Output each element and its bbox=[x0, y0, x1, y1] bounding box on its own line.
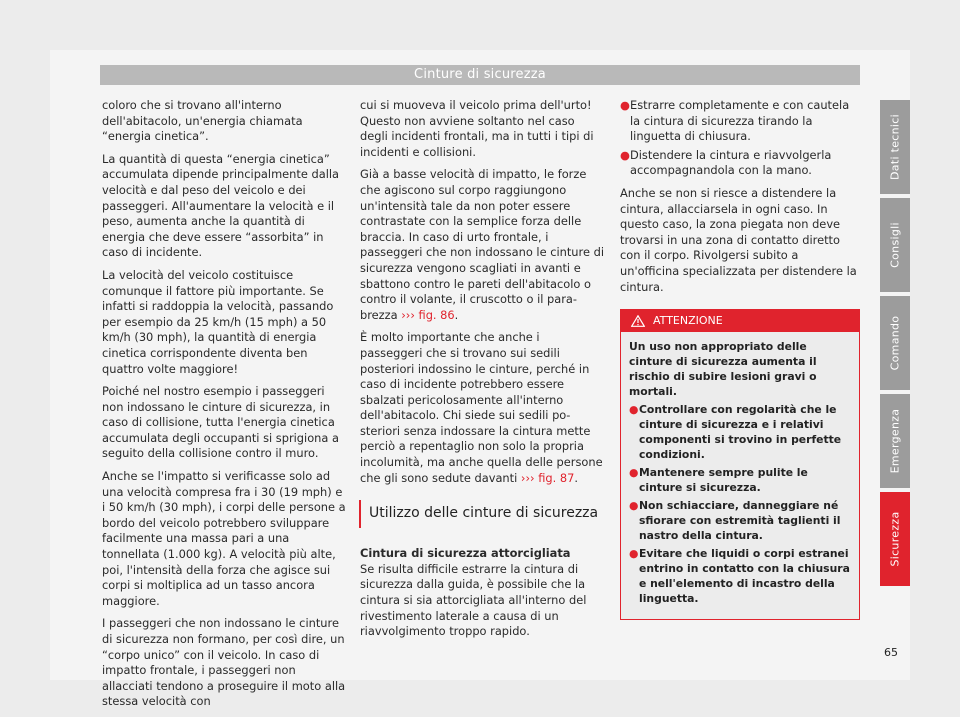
paragraph: La velocità del veicolo costituisce comunque il fattore più importante. Se infatti si raddoppia la velocità, passando per esempio da 25 km/h (15 mph) a 50 km/h (30 mph), la quantità di energia cinetica corrispondente diventa ben quattro volte maggiore! bbox=[102, 267, 334, 376]
warning-title: ATTENZIONE bbox=[653, 314, 723, 328]
page-number: 65 bbox=[884, 646, 898, 659]
paragraph: cui si muoveva il veicolo prima dell'urto! Questo non avviene soltanto nel caso degli incidenti frontali, ma in tutti i tipi di incidenti e collisioni. bbox=[360, 98, 594, 159]
column-1 bbox=[102, 98, 346, 717]
paragraph: Anche se l'impatto si verificasse solo ad una velocità compresa fra i 30 (19 mph) e i 50 km/h (30 mph), i corpi delle persone a bordo del veicolo potrebbero sviluppare facilmente una massa pari a una tonnellata (1.000 kg). A velocità più alte, poi, l'intensità della forza che agisce sui corpi si moltiplica ad un tasso ancora maggiore. bbox=[102, 469, 346, 608]
warning-box bbox=[620, 309, 860, 620]
warning-item bbox=[629, 498, 851, 543]
tab-label: Sicurezza bbox=[888, 511, 902, 567]
tab-consigli[interactable] bbox=[880, 198, 910, 292]
page-header: Cinture di sicurezza bbox=[100, 65, 860, 85]
paragraph-text: È molto importante che anche i passeggeri che si trovano sui sedili posteriori indossino le cinture, perché in caso di incidente potrebbero essere sbalzati pericolosamente all'interno dell'abitacolo. Chi siede sui sedili posteriori senza indossare la cintura mette perciò a repentaglio non solo la propria incolumità, ma anche quella delle persone che gli sono sedute davanti bbox=[360, 330, 603, 485]
paragraph: Se risulta difficile estrarre la cintura di sicurezza dalla guida, è possibile che la cintura si sia attorcigliata all'interno del rivestimento laterale a causa di un riavvolgimento troppo rapido. bbox=[360, 561, 587, 639]
bullet-item bbox=[620, 148, 860, 179]
warning-item-text: Non schiacciare, danneggiare né sfiorare con estremità taglienti il nastro della cintura. bbox=[639, 499, 841, 543]
bullet-icon: ● bbox=[629, 403, 639, 417]
column-3 bbox=[620, 98, 860, 620]
tab-sicurezza[interactable] bbox=[880, 492, 910, 586]
warning-triangle-icon bbox=[631, 315, 645, 327]
tab-label: Comando bbox=[888, 315, 902, 371]
tab-label: Emergenza bbox=[888, 408, 902, 474]
figure-link[interactable]: ››› fig. 86 bbox=[401, 307, 455, 322]
bullet-icon: ● bbox=[629, 466, 639, 480]
paragraph-text: Già a basse velocità di impatto, le forze che agiscono sul corpo raggiungono un'intensità tale da non poter essere contrastate con la semplice forza delle braccia. In caso di urto frontale, i passeggeri che non indossano le cinture di sicurezza vengono scagliati in avanti e sbattono contro le pareti dell'abitacolo o contro il volante, il cruscotto o il parabrezza bbox=[360, 167, 604, 322]
paragraph: Anche se non si riesce a distendere la cintura, allacciarsela in ogni caso. In questo caso, la zona piegata non deve trovarsi in una zona di contatto diretto con il corpo. Rivolgersi subito a un'officina specializzata per distendere la cintura. bbox=[620, 185, 857, 294]
warning-intro: Un uso non appropriato delle cinture di sicurezza aumenta il rischio di subire lesioni gravi o mortali. bbox=[629, 340, 817, 399]
paragraph: Già a basse velocità di impatto, le forze che agiscono sul corpo raggiungono un'intensità tale da non poter essere contrastate con la semplice forza delle braccia. In caso di urto frontale, i passeggeri che non indossano le cinture di sicurezza vengono scagliati in avanti e sbattono contro le pareti dell'abitacolo o contro il volante, il cruscotto o il parabrezza ››› fig. 86. bbox=[360, 167, 604, 322]
tab-label: Dati tecnici bbox=[888, 114, 902, 180]
bullet-icon: ● bbox=[620, 98, 630, 112]
figure-link[interactable]: ››› fig. 87 bbox=[520, 470, 575, 485]
warning-item bbox=[629, 402, 851, 462]
bullet-icon: ● bbox=[629, 547, 639, 561]
warning-body bbox=[621, 332, 859, 619]
warning-item bbox=[629, 465, 851, 495]
subheading: Cintura di sicurezza attorcigliata bbox=[360, 546, 571, 561]
paragraph: È molto importante che anche i passeggeri che si trovano sui sedili posteriori indossino le cinture, perché in caso di incidente potrebbero essere sbalzati pericolosamente all'interno dell'abitacolo. Chi siede sui sedili posteriori senza indossare la cintura mette perciò a repentaglio non solo la propria incolumità, ma anche quella delle persone che gli sono sedute davanti ››› fig. 87. bbox=[360, 330, 603, 485]
warning-item bbox=[629, 546, 851, 606]
warning-item-text: Controllare con regolarità che le cinture di sicurezza e i relativi componenti si trovino in perfette condizioni. bbox=[639, 403, 842, 462]
tab-emergenza[interactable] bbox=[880, 394, 910, 488]
paragraph: I passeggeri che non indossano le cinture di sicurezza non formano, per così dire, un “corpo unico” con il veicolo. In caso di impatto frontale, i passeggeri non allacciati tendono a proseguire il moto alla stessa velocità con bbox=[102, 616, 346, 709]
tab-label: Consigli bbox=[888, 222, 902, 268]
bullet-text: Distendere la cintura e riavvolgerla accompagnandola con la mano. bbox=[630, 147, 832, 178]
paragraph: Poiché nel nostro esempio i passeggeri non indossano le cinture di sicurezza, in caso di collisione, tutta l'energia cinetica accumulata degli occupanti si sprigiona a seguito della collisione contro il muro. bbox=[102, 384, 339, 461]
tab-comando[interactable] bbox=[880, 296, 910, 390]
tab-dati-tecnici[interactable] bbox=[880, 100, 910, 194]
bullet-icon: ● bbox=[620, 147, 630, 162]
bullet-icon: ● bbox=[629, 499, 639, 513]
warning-item-text: Evitare che liquidi o corpi estranei entrino in contatto con la chiusura e nell'elemento di incastro della linguetta. bbox=[639, 547, 850, 606]
section-heading bbox=[359, 500, 604, 528]
bullet-item bbox=[620, 98, 860, 145]
section-title: Utilizzo delle cinture di sicurezza bbox=[369, 505, 599, 522]
paragraph: coloro che si trovano all'interno dell'abitacolo, un'energia chiamata “energia cinetica”. bbox=[102, 98, 303, 144]
column-2 bbox=[360, 98, 604, 647]
warning-header bbox=[621, 310, 859, 332]
warning-item-text: Mantenere sempre pulite le cinture si sicurezza. bbox=[639, 466, 808, 495]
section-accent-bar bbox=[359, 500, 361, 528]
bullet-text: Estrarre completamente e con cautela la cintura di sicurezza tirando la linguetta di chiusura. bbox=[630, 98, 850, 144]
paragraph: La quantità di questa “energia cinetica” accumulata dipende principalmente dalla velocità e dal peso del veicolo e dei passeggeri. All'aumentare la velocità e il peso, aumenta anche la quantità di energia che deve essere “assorbita” in caso di incidente. bbox=[102, 151, 340, 260]
